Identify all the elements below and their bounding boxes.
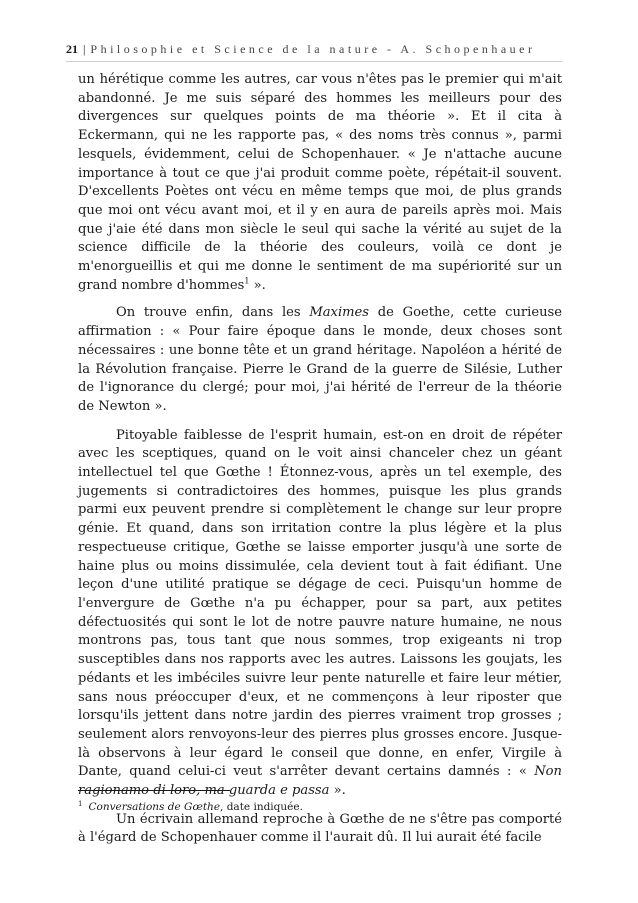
running-title: Philosophie et Science de la nature - A. Schopenhauer (90, 42, 536, 56)
running-header (66, 42, 562, 62)
paragraph-1 (78, 71, 562, 295)
footnote-title: Conversations de Gœthe (88, 801, 221, 813)
paragraph-text: ». (249, 277, 266, 293)
paragraph-text: ». (329, 783, 346, 799)
footnote-reference: 1 (244, 276, 250, 286)
footnote (78, 800, 562, 814)
page-number: 21 (66, 42, 78, 56)
main-text (78, 71, 562, 858)
paragraph-text: un hérétique comme les autres, car vous n'êtes pas le premier qui m'ait abandonné. Je me suis séparé des hommes les meilleurs pour des divergences sur quelques points de ma théorie ». Et il cita à Eckermann, qui ne les rapporte pas, « des noms très connus », parmi lesquels, évidemment, celui de Schopenhauer. « Je n'attache aucune importance à tout ce que j'ai produit comme poète, répétait-il souvent. D'excellents Poètes ont vécu en même temps que moi, de plus grands que moi ont vécu avant moi, et il y en aura de pareils après moi. Mais que j'aie été dans mon siècle le seul qui sache la vérité au sujet de la science difficile de la théorie des couleurs, voilà ce dont je m'enorgueillis et qui me donne le sentiment de ma supériorité sur un grand nombre d'hommes (78, 72, 562, 293)
paragraph-4 (78, 811, 562, 848)
italic-title: Maximes (309, 305, 370, 321)
paragraph-text: de Goethe, cette curieuse affirmation : « Pour faire époque dans le monde, deux choses sont nécessaires : une bonne tête et un grand héritage. Napoléon a hérité de la Révolution française. Pierre le Grand de la guerre de Silésie, Luther de l'ignorance du clergé; pour moi, j'ai hérité de l'erreur de la théorie de Newton ». (78, 305, 563, 414)
footnote-text: , date indiquée. (220, 801, 303, 813)
paragraph-2 (78, 304, 562, 416)
italic-quote: Non ragionamo di loro, ma guarda e passa (78, 764, 562, 799)
paragraph-text: Pitoyable faiblesse de l'esprit humain, est-on en droit de répéter avec les sceptiques, quand on le voit ainsi chanceler chez un géant intellectuel tel que Gœthe ! Étonnez-vous, après un tel exemple, des jugements si contradictoires des hommes, puisque les plus grands parmi eux peuvent prendre si complètement le change sur leur propre génie. Et quand, dans son irritation contre la plus légère et la plus respectueuse critique, Gœthe se laisse emporter jusqu'à une sorte de haine plus ou moins dissimulée, cela devient tout à fait édifiant. Une leçon d'une utilité pratique se dégage de ceci. Puisqu'un homme de l'envergure de Gœthe n'a pu échapper, pour sa part, aux petites défectuosités qui sont le lot de notre pauvre nature humaine, ne nous montrons pas, tous tant que nous sommes, trop exigeants ni trop susceptibles dans nos rapports avec les autres. Laissons les goujats, les pédants et les imbéciles suivre leur pente naturelle et faire leur métier, sans nous préoccuper d'eux, et ne commençons à leur riposter que lorsqu'ils jettent dans notre jardin des pierres vraiment trop grosses ; seulement alors renvoyons-leur des pierres plus grosses encore. Jusque-là observons à leur égard le conseil que donne, en enfer, Virgile à Dante, quand celui-ci veut s'arrêter devant certains damnés : « (78, 427, 562, 780)
paragraph-text: Un écrivain allemand reproche à Gœthe de ne s'être pas comporté à l'égard de Schopenhauer comme il l'aurait dû. Il lui aurait été facile (78, 811, 562, 846)
footnote-marker: 1 (78, 799, 83, 808)
header-separator: | (83, 42, 86, 56)
paragraph-3 (78, 427, 562, 801)
paragraph-text: On trouve enfin, dans les (116, 305, 310, 321)
footnote-divider (78, 790, 230, 791)
